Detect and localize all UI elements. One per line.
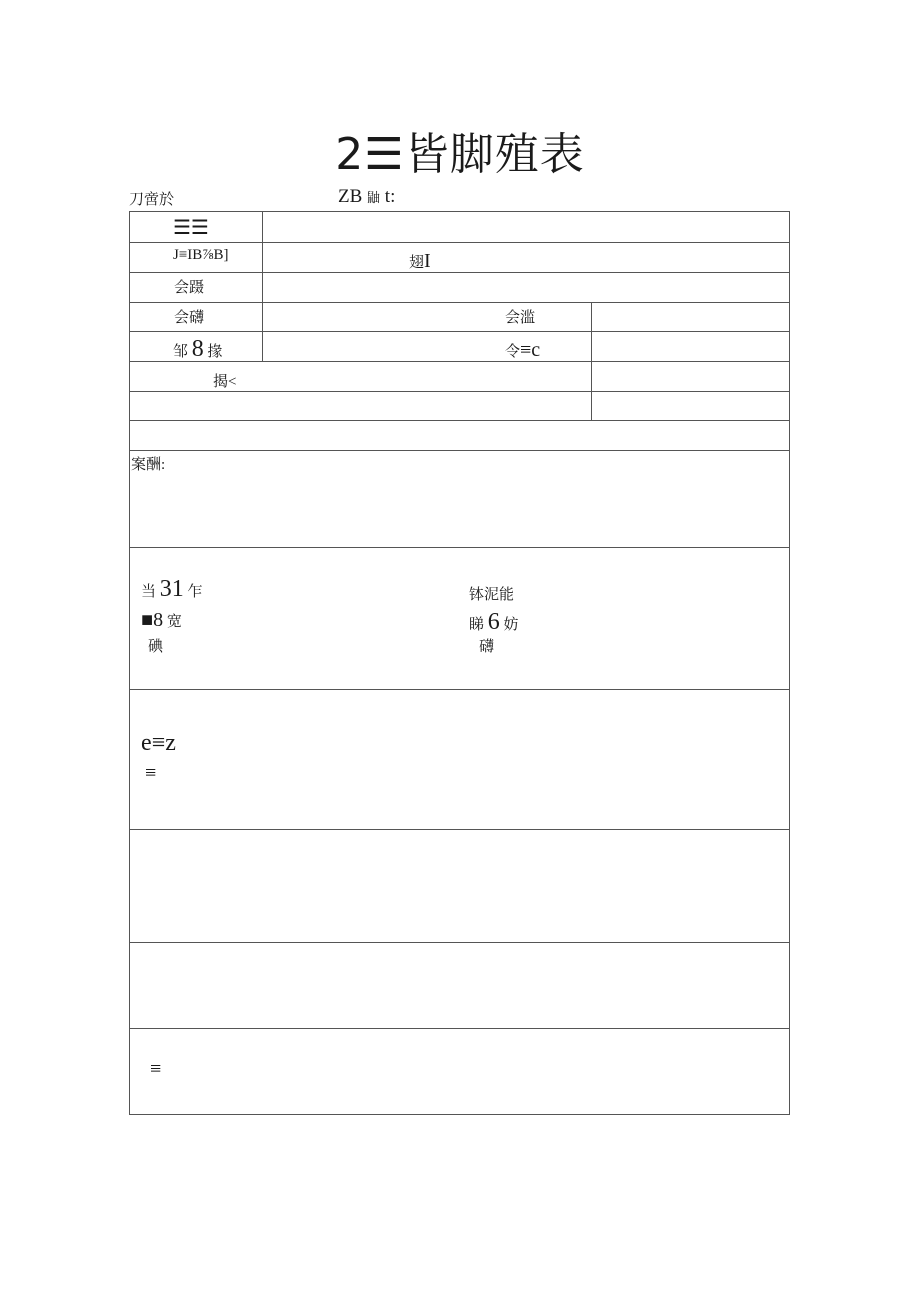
row-divider	[129, 1028, 790, 1029]
header-mid-main: ZB	[338, 186, 363, 207]
e-section-line2: ≡	[145, 762, 157, 784]
column-divider	[262, 211, 263, 361]
info-a1	[141, 576, 203, 603]
info-a1-num: 31	[159, 576, 184, 602]
info-b2-label: 睇	[469, 617, 485, 633]
row6-label: 揭<	[213, 374, 237, 390]
row3-label: 会蹑	[174, 280, 205, 296]
info-a1-tail: 乍	[187, 584, 203, 600]
page-title: 2☰皆脚殖表	[335, 129, 585, 180]
row5-mid-b: ≡c	[520, 339, 541, 361]
column-divider	[591, 302, 592, 420]
row4-label: 会礴	[174, 310, 205, 326]
row-divider	[129, 331, 790, 332]
row-divider	[129, 242, 790, 243]
row5-label-b: 掾	[207, 344, 223, 360]
row-divider	[129, 272, 790, 273]
info-b3: 礴	[479, 639, 495, 655]
info-a3: 碘	[148, 639, 164, 655]
row-divider	[129, 450, 790, 451]
row-divider	[129, 689, 790, 690]
row4-mid-label: 会滥	[505, 310, 536, 326]
info-a2-tail: 宽	[166, 614, 182, 630]
row-divider	[129, 829, 790, 830]
info-a2	[141, 609, 182, 632]
row5-label	[173, 336, 223, 363]
info-a1-label: 当	[141, 584, 157, 600]
row2-label: J≡IB⅞B]	[173, 247, 229, 263]
row5-mid-a: 令	[505, 344, 521, 360]
info-b2-tail: 妨	[503, 617, 519, 633]
row-divider	[129, 547, 790, 548]
header-mid-small: 鼬	[367, 190, 381, 205]
row2-value-b: I	[424, 250, 431, 272]
info-b2	[469, 609, 519, 636]
row5-label-a: 邹	[173, 344, 189, 360]
note-label: 案酬:	[131, 457, 166, 473]
row1-label: ☰☰	[173, 217, 209, 239]
row-divider	[129, 391, 790, 392]
row5-label-num: 8	[191, 336, 204, 362]
row2-value-a: 翅	[409, 255, 425, 271]
header-left-label: 刀啻於	[129, 192, 175, 208]
row-divider	[129, 302, 790, 303]
last-section-text: ≡	[150, 1058, 162, 1080]
info-a2-label: ■8	[141, 609, 164, 631]
info-b2-num: 6	[487, 609, 500, 635]
row-divider	[129, 942, 790, 943]
header-mid-tail: t:	[384, 186, 396, 207]
row2-value	[409, 250, 431, 273]
info-b1: 钵泥能	[469, 587, 515, 603]
header-mid-label	[338, 186, 395, 208]
form-frame	[129, 211, 790, 1115]
e-section-line1: e≡z	[141, 730, 176, 756]
row5-mid-label	[505, 339, 540, 362]
form-table	[129, 211, 790, 1115]
row-divider	[129, 361, 790, 362]
row-divider	[129, 420, 790, 421]
